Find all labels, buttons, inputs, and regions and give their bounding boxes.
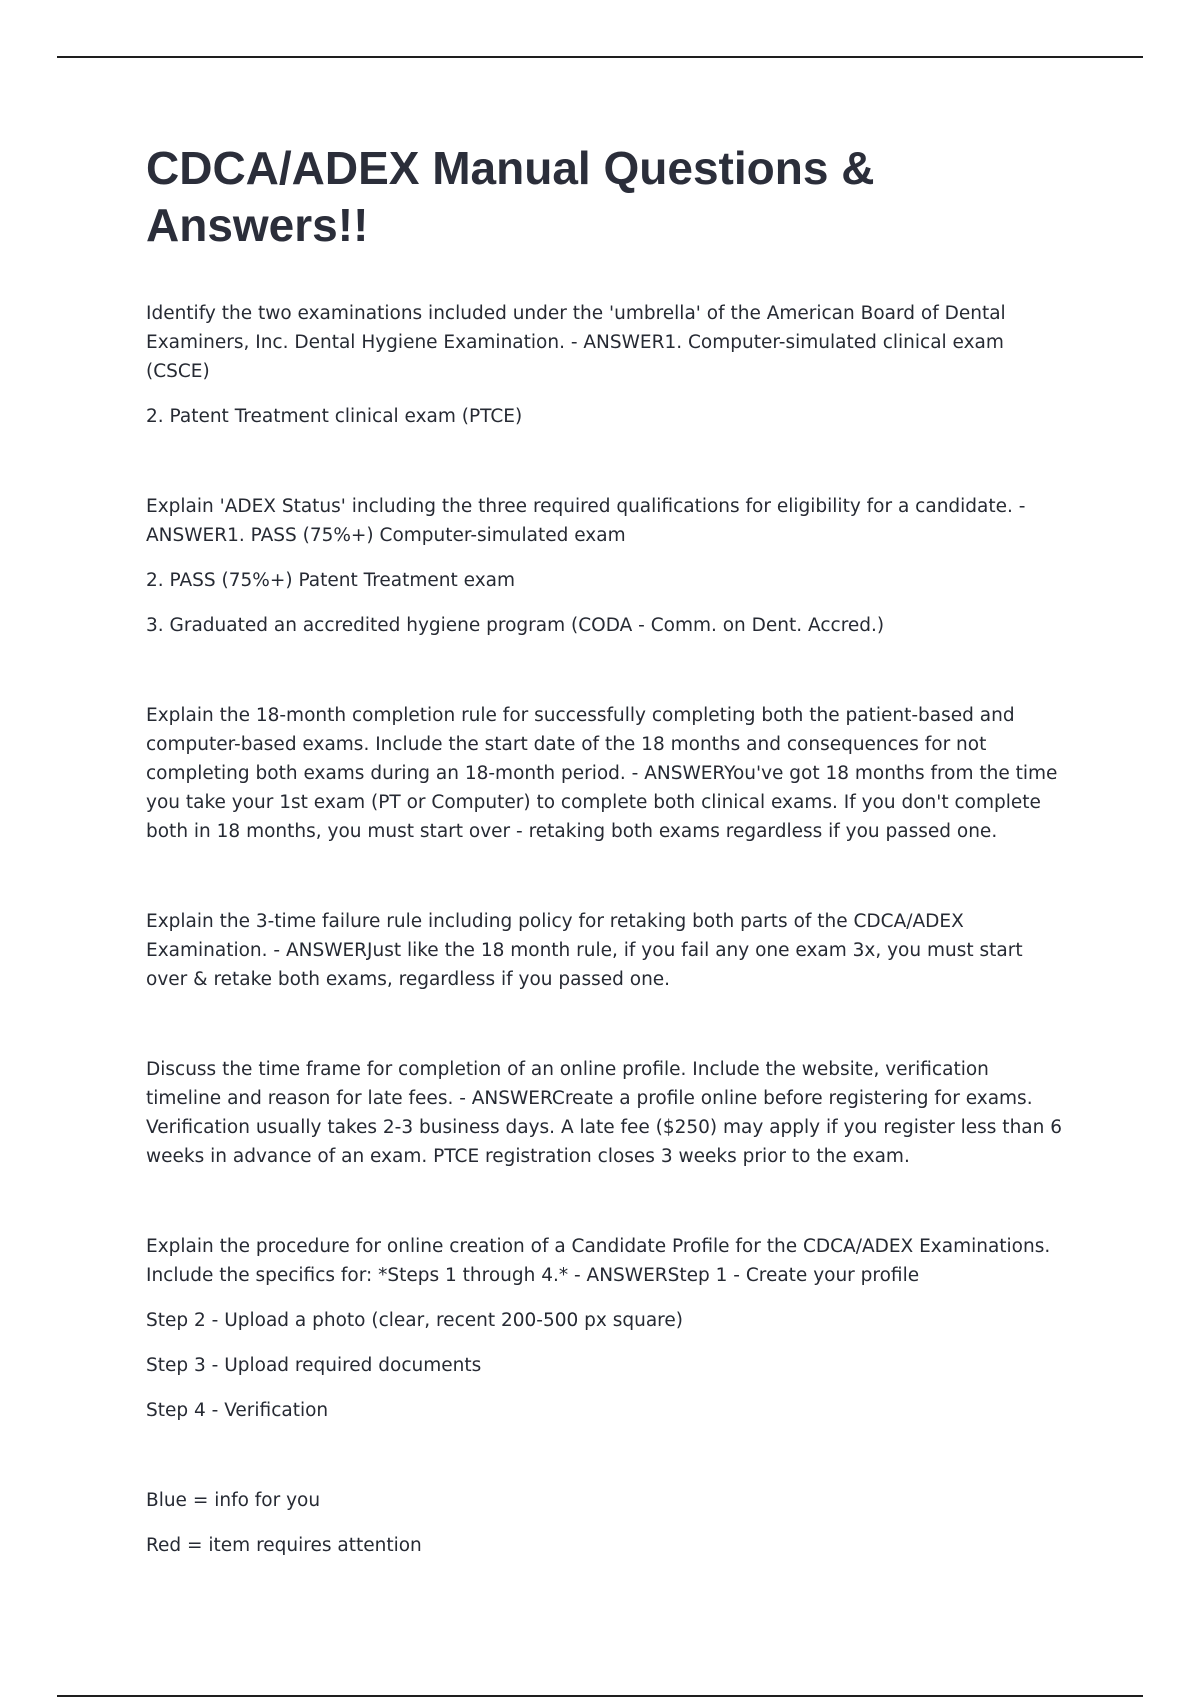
qa-paragraph: 2. Patent Treatment clinical exam (PTCE): [146, 406, 523, 427]
qa-block: [146, 299, 1066, 431]
bottom-divider: [57, 1695, 1143, 1697]
legend-red: Red = item requires attention: [146, 1535, 422, 1556]
qa-paragraph: Explain the 3-time failure rule including policy for retaking both parts of the CDCA/ADEX Examination. - ANSWERJust like the 18 month rule, if you fail any one exam 3x, you must start over & retake both exams, regardless if you passed one.: [146, 911, 1023, 990]
qa-paragraph: Explain the procedure for online creation of a Candidate Profile for the CDCA/ADEX Examinations. Include the specifics for: *Steps 1 through 4.* - ANSWERStep 1 - Create your profile: [146, 1236, 1051, 1286]
document-body: [146, 140, 1066, 1621]
qa-block: [146, 907, 1066, 994]
qa-block: [146, 701, 1066, 846]
qa-paragraph: Step 3 - Upload required documents: [146, 1355, 482, 1376]
qa-paragraph: Identify the two examinations included under the 'umbrella' of the American Board of Dental Examiners, Inc. Dental Hygiene Examination. - ANSWER1. Computer-simulated clinical exam (CSCE): [146, 303, 1006, 382]
qa-paragraph: 2. PASS (75%+) Patent Treatment exam: [146, 570, 515, 591]
page-title: CDCA/ADEX Manual Questions & Answers!!: [146, 142, 875, 251]
top-divider: [57, 56, 1143, 58]
qa-block: [146, 1232, 1066, 1425]
legend-blue: Blue = info for you: [146, 1490, 321, 1511]
qa-paragraph: Explain the 18-month completion rule for successfully completing both the patient-based and computer-based exams. Include the start date of the 18 months and consequences for not completing both exams during an 18-month period. - ANSWERYou've got 18 months from the time you take your 1st exam (PT or Computer) to complete both clinical exams. If you don't complete both in 18 months, you must start over - retaking both exams regardless if you passed one.: [146, 705, 1058, 842]
qa-paragraph: 3. Graduated an accredited hygiene program (CODA - Comm. on Dent. Accred.): [146, 615, 885, 636]
qa-paragraph: Step 2 - Upload a photo (clear, recent 200-500 px square): [146, 1310, 683, 1331]
legend-block: [146, 1486, 1066, 1560]
qa-block: [146, 492, 1066, 640]
qa-paragraph: Step 4 - Verification: [146, 1400, 329, 1421]
qa-block: [146, 1055, 1066, 1171]
qa-paragraph: Discuss the time frame for completion of an online profile. Include the website, verification timeline and reason for late fees. - ANSWERCreate a profile online before registering for exams. Verification usually takes 2-3 business days. A late fee ($250) may apply if you register less than 6 weeks in advance of an exam. PTCE registration closes 3 weeks prior to the exam.: [146, 1059, 1063, 1167]
qa-paragraph: Explain 'ADEX Status' including the three required qualifications for eligibility for a candidate. - ANSWER1. PASS (75%+) Computer-simulated exam: [146, 496, 1026, 546]
